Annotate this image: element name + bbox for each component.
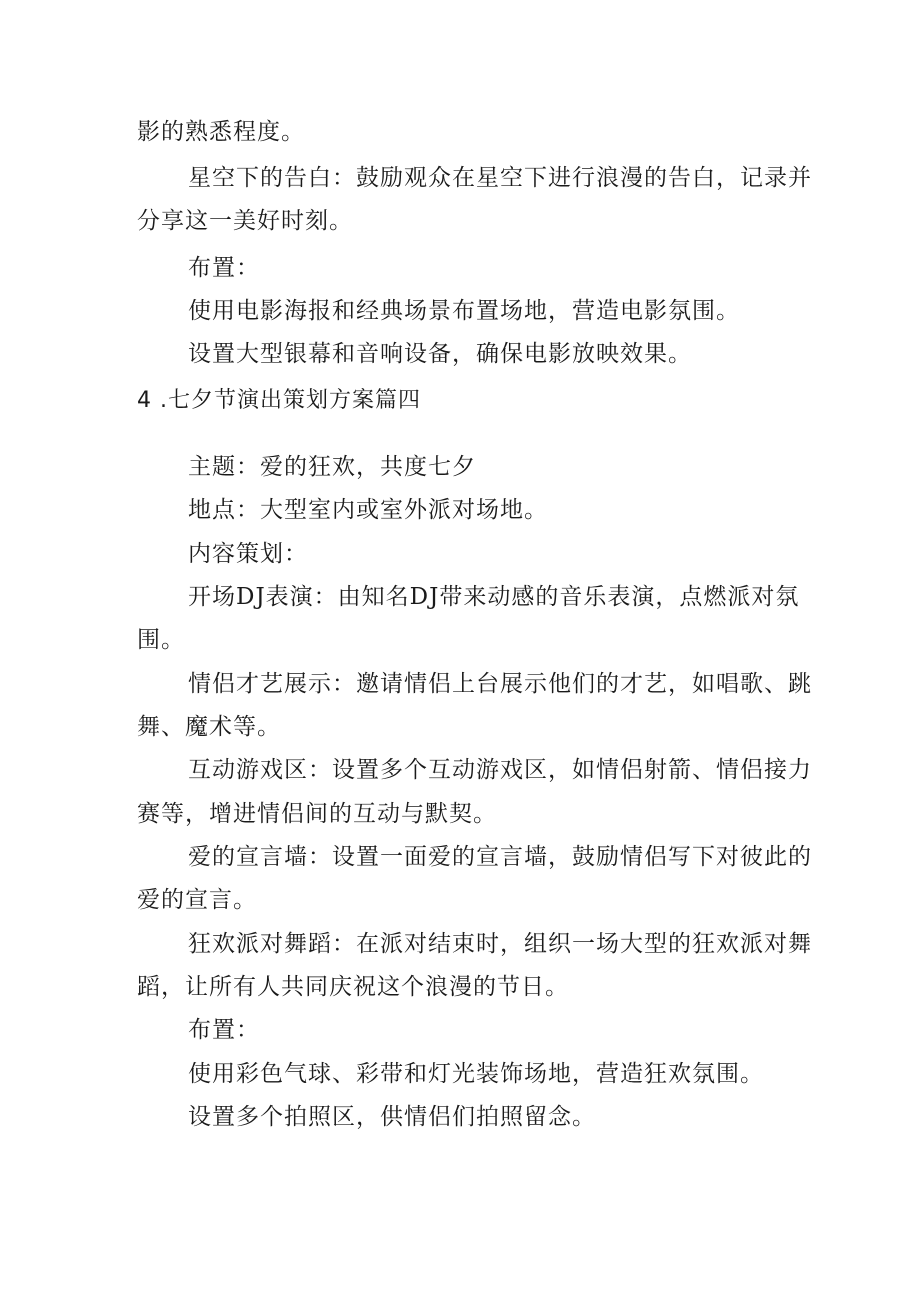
paragraph-line: 情侣才艺展示：邀请情侣上台展示他们的才艺，如唱歌、跳 (188, 671, 812, 697)
paragraph-line: 赛等，增进情侣间的互动与默契。 (137, 801, 497, 827)
paragraph-line: 星空下的告白：鼓励观众在星空下进行浪漫的告白，记录并 (188, 165, 812, 191)
paragraph-line: 舞、魔术等。 (137, 714, 281, 740)
paragraph-line: 内容策划： (188, 541, 308, 567)
paragraph-line: 影的熟悉程度。 (137, 119, 305, 145)
paragraph-line: 使用电影海报和经典场景布置场地，营造电影氛围。 (188, 298, 740, 324)
paragraph-line: 狂欢派对舞蹈：在派对结束时，组织一场大型的狂欢派对舞 (188, 931, 812, 957)
paragraph-line: 围。 (137, 627, 185, 653)
paragraph-line: 爱的宣言。 (137, 887, 257, 913)
paragraph-line: 设置多个拍照区，供情侣们拍照留念。 (188, 1104, 596, 1130)
paragraph-line: 分享这一美好时刻。 (137, 208, 353, 234)
section-heading: 4 .七夕节演出策划方案篇四 (137, 388, 421, 413)
paragraph-line: 使用彩色气球、彩带和灯光装饰场地，营造狂欢氛围。 (188, 1061, 764, 1087)
paragraph-line: 互动游戏区：设置多个互动游戏区，如情侣射箭、情侣接力 (188, 757, 812, 783)
paragraph-line: 主题：爱的狂欢，共度七夕 (188, 454, 476, 480)
paragraph-line: 开场DJ表演：由知名DJ带来动感的音乐表演，点燃派对氛 (188, 584, 800, 610)
paragraph-line: 布置： (188, 255, 260, 281)
paragraph-line: 布置： (188, 1017, 260, 1043)
paragraph-line: 地点：大型室内或室外派对场地。 (188, 497, 548, 523)
paragraph-line: 蹈，让所有人共同庆祝这个浪漫的节日。 (137, 974, 569, 1000)
paragraph-line: 设置大型银幕和音响设备，确保电影放映效果。 (188, 341, 692, 367)
paragraph-line: 爱的宣言墙：设置一面爱的宣言墙，鼓励情侣写下对彼此的 (188, 844, 812, 870)
